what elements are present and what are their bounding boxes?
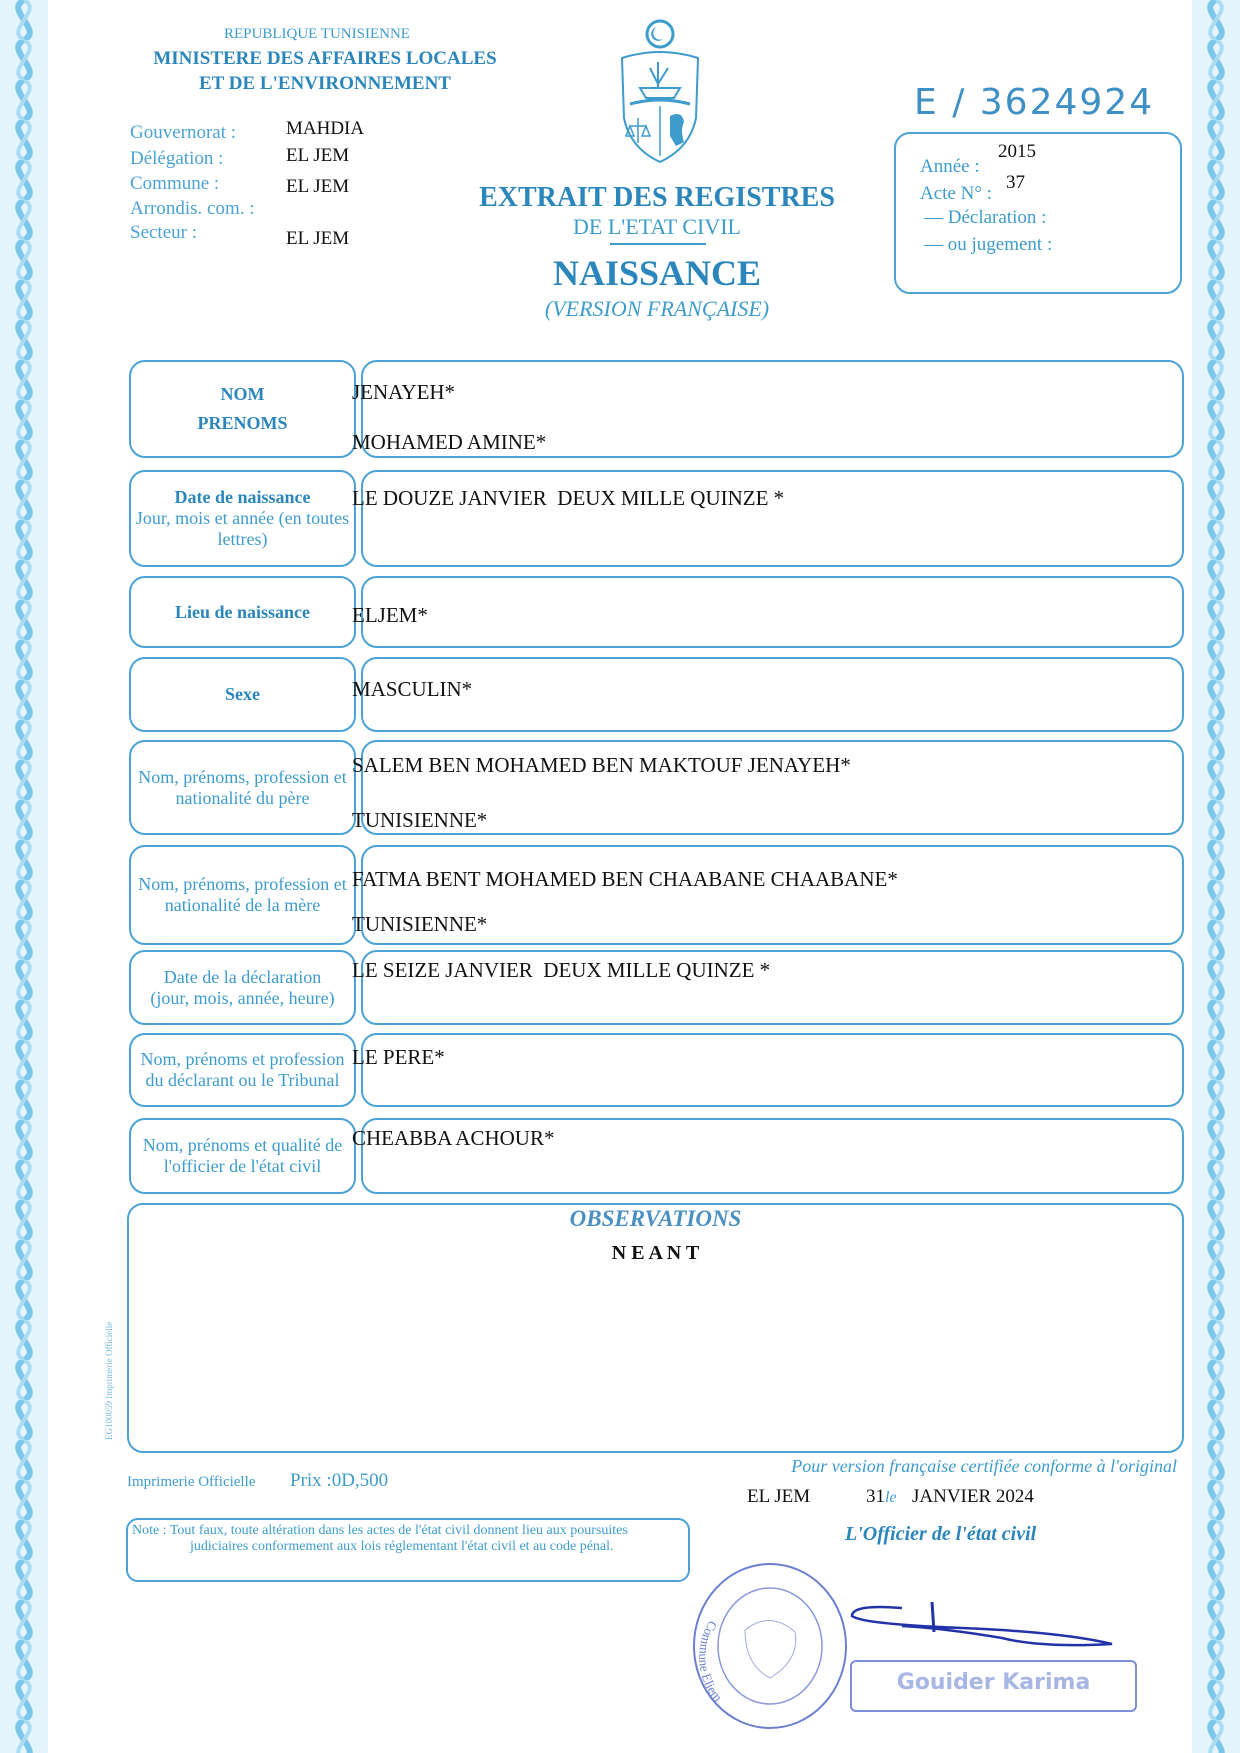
birth-date-value-box: [361, 470, 1184, 567]
birth-date-label: [132, 470, 353, 567]
issue-day-suffix: le: [885, 1489, 897, 1506]
title-etat-civil: DE L'ETAT CIVIL: [573, 214, 741, 239]
sex-label-text: Sexe: [225, 684, 260, 704]
observations-value: N E A N T: [611, 1242, 700, 1264]
signature: [842, 1598, 1122, 1658]
birth-place-value-box: [361, 576, 1184, 648]
birth-date-label-hint: Jour, mois et année (en toutes lettres): [135, 508, 350, 549]
svg-text:Commune Eljem: [696, 1618, 725, 1704]
father-label: Nom, prénoms, profession et nationalité du père: [138, 766, 347, 808]
jugement-label: — ou jugement :: [924, 234, 1053, 255]
observations-title: OBSERVATIONS: [569, 1206, 742, 1231]
mother-nationality-value: TUNISIENNE*: [352, 912, 488, 936]
officer-label: Nom, prénoms et qualité de l'officier de l'état civil: [142, 1135, 343, 1176]
decorative-border-left: [0, 0, 48, 1753]
year-value: 2015: [998, 141, 1036, 162]
officer-title: L'Officier de l'état civil: [845, 1523, 1037, 1545]
mother-name-value: FATMA BENT MOHAMED BEN CHAABANE CHAABANE*: [352, 867, 898, 891]
issue-place: EL JEM: [747, 1486, 811, 1507]
birth-place-label: [129, 576, 356, 648]
arrondissement-label: Arrondis. com. :: [130, 198, 255, 219]
name-label: [129, 360, 356, 458]
declaration-date-label: Date de la déclaration (jour, mois, année, heure): [150, 966, 335, 1008]
secteur-value: EL JEM: [286, 228, 350, 249]
ministry-line-1: MINISTERE DES AFFAIRES LOCALES: [153, 48, 497, 69]
sex-value: MASCULIN*: [352, 677, 473, 701]
issue-day-number: 31: [866, 1486, 885, 1507]
stamp-text: Commune Eljem: [696, 1618, 726, 1705]
certified-label: Pour version française certifiée conforme à l'original: [791, 1456, 1177, 1476]
gouvernorat-value: MAHDIA: [286, 118, 365, 139]
acte-label: Acte N° :: [920, 183, 992, 204]
declaration-label: — Déclaration :: [924, 207, 1047, 228]
commune-value: EL JEM: [286, 176, 350, 197]
birth-date-label-title: Date de naissance: [174, 487, 311, 507]
delegation-label: Délégation :: [130, 148, 224, 169]
officer-value: CHEABBA ACHOUR*: [352, 1126, 555, 1150]
republic-label: REPUBLIQUE TUNISIENNE: [224, 26, 410, 42]
year-label: Année :: [920, 156, 980, 177]
commune-label: Commune :: [130, 173, 220, 194]
birth-place-value: ELJEM*: [352, 603, 428, 627]
given-names-value: MOHAMED AMINE*: [352, 430, 547, 454]
side-print-reference: EG100059 Imprimerie Officielle: [104, 1321, 114, 1440]
gouvernorat-label: Gouvernorat :: [130, 122, 237, 143]
father-nationality-value: TUNISIENNE*: [352, 808, 488, 832]
declaration-date-value: LE SEIZE JANVIER DEUX MILLE QUINZE *: [352, 958, 771, 982]
official-stamp: [690, 1560, 850, 1732]
serial-number: [914, 82, 1154, 123]
issue-month-year: JANVIER 2024: [912, 1486, 1034, 1507]
ministry-line-2: ET DE L'ENVIRONNEMENT: [199, 73, 451, 94]
price-label: Prix :0D,500: [290, 1470, 389, 1491]
decorative-border-right: [1192, 0, 1240, 1753]
title-divider: [610, 243, 706, 245]
surname-value: JENAYEH*: [352, 380, 456, 404]
declarant-value-box: [361, 1033, 1184, 1107]
signature-name: Gouider Karima: [896, 1670, 1091, 1695]
birth-place-label-text: Lieu de naissance: [174, 601, 311, 622]
legal-note: Note : Tout faux, toute altération dans les actes de l'état civil donnent lieu aux poursuites judiciaires conformement aux lois réglementant l'état civil et au code pénal.: [132, 1523, 628, 1554]
nom-label: NOM: [220, 384, 265, 404]
title-extrait: EXTRAIT DES REGISTRES: [479, 182, 835, 213]
issue-day: [866, 1486, 897, 1508]
version-label: (VERSION FRANÇAISE): [544, 296, 770, 321]
sex-label: [129, 657, 356, 732]
father-name-value: SALEM BEN MOHAMED BEN MAKTOUF JENAYEH*: [352, 753, 851, 777]
secteur-label: Secteur :: [130, 222, 198, 243]
mother-label: Nom, prénoms, profession et nationalité de la mère: [138, 874, 347, 915]
sex-value-box: [361, 657, 1184, 732]
serial-text: E / 3624924: [914, 82, 1155, 123]
delegation-value: EL JEM: [286, 145, 350, 166]
tunisia-coat-of-arms-icon: [610, 18, 710, 166]
declarant-value: LE PERE*: [352, 1045, 445, 1069]
printer-label: Imprimerie Officielle: [127, 1474, 256, 1490]
birth-date-value: LE DOUZE JANVIER DEUX MILLE QUINZE *: [352, 486, 785, 510]
prenoms-label: PRENOMS: [197, 413, 288, 433]
acte-value: 37: [1006, 172, 1025, 193]
observations-box: [127, 1203, 1184, 1453]
declarant-label: Nom, prénoms et profession du déclarant ou le Tribunal: [140, 1049, 345, 1090]
doc-type-title: NAISSANCE: [552, 253, 762, 293]
